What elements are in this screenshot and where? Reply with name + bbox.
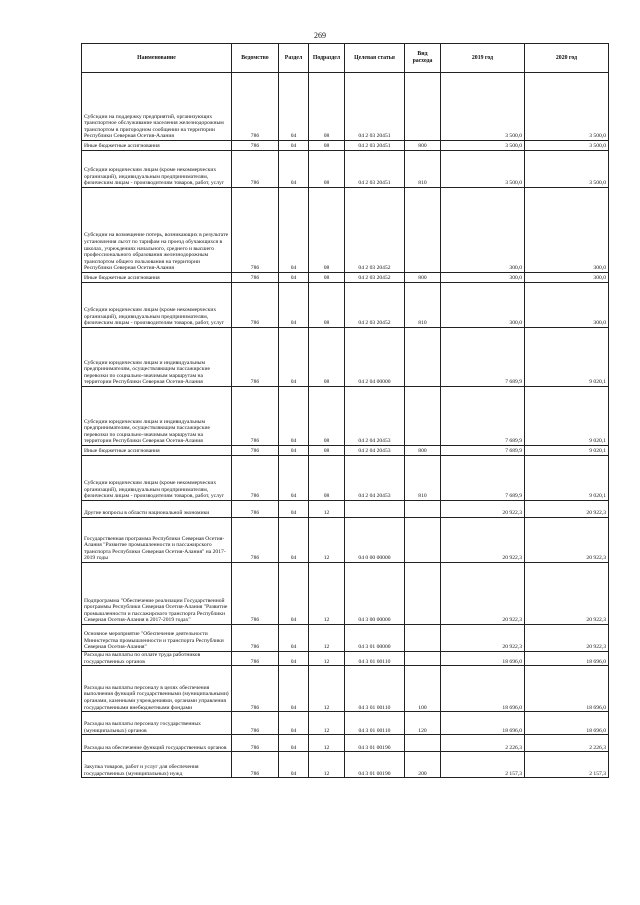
cell-statya: 04 0 00 00000 (345, 518, 405, 563)
cell-podrazdel: 12 (309, 652, 345, 666)
table-row (82, 712, 609, 735)
cell-podrazdel: 08 (309, 141, 345, 151)
cell-vid: 120 (405, 712, 441, 735)
table-row (82, 446, 609, 456)
cell-podrazdel: 08 (309, 456, 345, 501)
cell-vid: 810 (405, 456, 441, 501)
cell-razdel: 04 (279, 73, 309, 141)
cell-statya: 04 3 00 00000 (345, 563, 405, 625)
cell-2020: 18 696,0 (525, 666, 609, 712)
cell-razdel: 04 (279, 752, 309, 778)
cell-statya: 04 2 03 20451 (345, 151, 405, 188)
cell-name: Основное мероприятие "Обеспечение деятельности Министерства промышленности и транспорта Республики Северная Осетия-Алания" (82, 625, 232, 652)
cell-2020: 300,0 (525, 283, 609, 328)
cell-vedomstvo: 786 (232, 328, 279, 387)
cell-razdel: 04 (279, 273, 309, 283)
cell-name: Государственная программа Республики Северная Осетия-Алания "Развитие промышленности и пассажирского транспорта Республики Северная Осетия-Алания" на 2017-2019 годы (82, 518, 232, 563)
cell-name: Закупка товаров, работ и услуг для обеспечения государственных (муниципальных) нужд (82, 752, 232, 778)
cell-podrazdel: 12 (309, 712, 345, 735)
cell-vedomstvo: 786 (232, 456, 279, 501)
cell-statya: 04 2 04 20453 (345, 456, 405, 501)
cell-vid: 800 (405, 446, 441, 456)
cell-razdel: 04 (279, 188, 309, 273)
cell-2019: 20 922,3 (441, 518, 525, 563)
cell-razdel: 04 (279, 712, 309, 735)
cell-vid (405, 188, 441, 273)
cell-2019: 18 696,0 (441, 652, 525, 666)
cell-2020: 300,0 (525, 188, 609, 273)
cell-razdel: 04 (279, 666, 309, 712)
cell-2019: 20 922,3 (441, 563, 525, 625)
cell-podrazdel: 08 (309, 273, 345, 283)
cell-podrazdel: 08 (309, 151, 345, 188)
cell-2020: 20 922,3 (525, 563, 609, 625)
col-header-vid: Вид расхода (405, 44, 441, 73)
cell-podrazdel: 12 (309, 735, 345, 752)
cell-2020: 20 922,3 (525, 625, 609, 652)
cell-2020: 2 157,3 (525, 752, 609, 778)
cell-statya (345, 501, 405, 518)
cell-razdel: 04 (279, 283, 309, 328)
cell-podrazdel: 12 (309, 666, 345, 712)
cell-2019: 300,0 (441, 273, 525, 283)
cell-name: Субсидии юридическим лицам и индивидуальным предпринимателям, осуществляющим пассажирские перевозки по социально-значимым маршрутам на территории Республики Северная Осетия-Алания (82, 387, 232, 446)
cell-razdel: 04 (279, 328, 309, 387)
cell-vedomstvo: 786 (232, 712, 279, 735)
cell-vedomstvo: 786 (232, 501, 279, 518)
cell-2020: 20 922,3 (525, 518, 609, 563)
cell-razdel: 04 (279, 518, 309, 563)
cell-vid (405, 652, 441, 666)
cell-podrazdel: 08 (309, 328, 345, 387)
cell-vid: 810 (405, 283, 441, 328)
cell-vid: 100 (405, 666, 441, 712)
cell-2020: 9 020,1 (525, 456, 609, 501)
cell-name: Подпрограмма "Обеспечение реализации Государственной программы Республики Северная Осетия-Алания "Развитие промышленности и пассажирского транспорта Республики Северная Осетия-Алания в 2017-2019 годах" (82, 563, 232, 625)
col-header-podrazdel: Подраздел (309, 44, 345, 73)
cell-podrazdel: 12 (309, 501, 345, 518)
cell-2019: 7 689,9 (441, 387, 525, 446)
cell-name: Расходы на выплаты по оплате труда работников государственных органов (82, 652, 232, 666)
cell-podrazdel: 08 (309, 188, 345, 273)
cell-2019: 20 922,3 (441, 625, 525, 652)
cell-vid (405, 73, 441, 141)
cell-vedomstvo: 786 (232, 625, 279, 652)
cell-vedomstvo: 786 (232, 273, 279, 283)
cell-podrazdel: 12 (309, 518, 345, 563)
cell-name: Иные бюджетные ассигнования (82, 273, 232, 283)
table-row (82, 501, 609, 518)
cell-vid: 800 (405, 141, 441, 151)
cell-2019: 2 226,3 (441, 735, 525, 752)
table-row (82, 735, 609, 752)
cell-statya: 04 2 03 20451 (345, 141, 405, 151)
cell-statya: 04 3 01 00110 (345, 666, 405, 712)
table-row (82, 328, 609, 387)
cell-name: Субсидии юридическим лицам (кроме некоммерческих организаций), индивидуальным предпринимателям, физическим лицам - производителям товаров, работ, услуг (82, 283, 232, 328)
table-row (82, 188, 609, 273)
cell-vid (405, 735, 441, 752)
page-number: 269 (314, 31, 326, 40)
col-header-statya: Целевая статья (345, 44, 405, 73)
table-row (82, 456, 609, 501)
table-row (82, 666, 609, 712)
cell-vid: 800 (405, 273, 441, 283)
table-row (82, 387, 609, 446)
cell-2020: 9 020,1 (525, 387, 609, 446)
col-header-2019: 2019 год (441, 44, 525, 73)
cell-vedomstvo: 786 (232, 563, 279, 625)
col-header-2020: 2020 год (525, 44, 609, 73)
cell-vedomstvo: 786 (232, 735, 279, 752)
cell-razdel: 04 (279, 735, 309, 752)
cell-2020: 18 696,0 (525, 652, 609, 666)
cell-razdel: 04 (279, 141, 309, 151)
cell-podrazdel: 12 (309, 752, 345, 778)
cell-2020: 3 500,0 (525, 151, 609, 188)
cell-vedomstvo: 786 (232, 387, 279, 446)
cell-name: Расходы на выплаты персоналу государственных (муниципальных) органов (82, 712, 232, 735)
cell-2019: 3 500,0 (441, 141, 525, 151)
cell-vedomstvo: 786 (232, 652, 279, 666)
table-row (82, 283, 609, 328)
cell-2019: 3 500,0 (441, 151, 525, 188)
table-row (82, 563, 609, 625)
cell-vid (405, 518, 441, 563)
cell-2019: 7 689,9 (441, 446, 525, 456)
table-row (82, 625, 609, 652)
cell-razdel: 04 (279, 563, 309, 625)
cell-name: Субсидии на поддержку предприятий, организующих транспортное обслуживание населения железнодорожным транспортом в пригородном сообщении на территории Республики Северная Осетия-Алания (82, 73, 232, 141)
cell-vedomstvo: 786 (232, 518, 279, 563)
cell-vedomstvo: 786 (232, 73, 279, 141)
cell-vid (405, 328, 441, 387)
cell-razdel: 04 (279, 652, 309, 666)
cell-podrazdel: 08 (309, 73, 345, 141)
cell-vedomstvo: 786 (232, 141, 279, 151)
cell-vedomstvo: 786 (232, 188, 279, 273)
cell-vedomstvo: 786 (232, 752, 279, 778)
cell-statya: 04 3 01 00110 (345, 652, 405, 666)
cell-vedomstvo: 786 (232, 283, 279, 328)
cell-vid: 810 (405, 151, 441, 188)
cell-2019: 300,0 (441, 188, 525, 273)
cell-2019: 7 689,9 (441, 456, 525, 501)
col-header-vedomstvo: Ведомство (232, 44, 279, 73)
cell-vedomstvo: 786 (232, 666, 279, 712)
cell-name: Субсидии юридическим лицам и индивидуальным предпринимателям, осуществляющим пассажирские перевозки по социально-значимым маршрутам на территории Республики Северная Осетия-Алания (82, 328, 232, 387)
cell-vid (405, 501, 441, 518)
cell-vid (405, 387, 441, 446)
budget-table (81, 43, 609, 778)
cell-statya: 04 2 04 20453 (345, 387, 405, 446)
cell-name: Субсидии юридическим лицам (кроме некоммерческих организаций), индивидуальным предпринимателям, физическим лицам - производителям товаров, работ, услуг (82, 151, 232, 188)
cell-razdel: 04 (279, 501, 309, 518)
cell-vid: 200 (405, 752, 441, 778)
cell-2020: 9 020,1 (525, 328, 609, 387)
cell-podrazdel: 08 (309, 446, 345, 456)
cell-2020: 2 226,3 (525, 735, 609, 752)
cell-name: Расходы на обеспечение функций государственных органов (82, 735, 232, 752)
table-row (82, 518, 609, 563)
cell-podrazdel: 12 (309, 563, 345, 625)
cell-2019: 18 696,0 (441, 712, 525, 735)
cell-podrazdel: 08 (309, 283, 345, 328)
cell-2019: 2 157,3 (441, 752, 525, 778)
cell-name: Иные бюджетные ассигнования (82, 141, 232, 151)
cell-2019: 20 922,3 (441, 501, 525, 518)
cell-statya: 04 3 01 00190 (345, 752, 405, 778)
cell-vedomstvo: 786 (232, 151, 279, 188)
cell-vid (405, 625, 441, 652)
cell-razdel: 04 (279, 446, 309, 456)
cell-vedomstvo: 786 (232, 446, 279, 456)
table-row (82, 141, 609, 151)
cell-2020: 18 696,0 (525, 712, 609, 735)
cell-name: Расходы на выплаты персоналу в целях обеспечения выполнения функций государственными (муниципальными) органами, казенными учреждениями, органами управления государственными внебюджетными фондами (82, 666, 232, 712)
cell-podrazdel: 08 (309, 387, 345, 446)
cell-2019: 7 689,9 (441, 328, 525, 387)
table-row (82, 151, 609, 188)
col-header-razdel: Раздел (279, 44, 309, 73)
cell-2020: 20 922,3 (525, 501, 609, 518)
cell-2020: 9 020,1 (525, 446, 609, 456)
cell-vid (405, 563, 441, 625)
cell-name: Другие вопросы в области национальной экономики (82, 501, 232, 518)
table-row (82, 73, 609, 141)
col-header-name: Наименование (82, 44, 232, 73)
cell-razdel: 04 (279, 625, 309, 652)
cell-name: Иные бюджетные ассигнования (82, 446, 232, 456)
cell-statya: 04 2 04 20453 (345, 446, 405, 456)
cell-statya: 04 2 04 00000 (345, 328, 405, 387)
table-row (82, 752, 609, 778)
cell-podrazdel: 12 (309, 625, 345, 652)
table-row (82, 273, 609, 283)
cell-statya: 04 2 03 20452 (345, 273, 405, 283)
cell-statya: 04 3 01 00190 (345, 735, 405, 752)
cell-2019: 3 500,0 (441, 73, 525, 141)
cell-2019: 300,0 (441, 283, 525, 328)
cell-2020: 3 500,0 (525, 73, 609, 141)
cell-razdel: 04 (279, 456, 309, 501)
cell-razdel: 04 (279, 387, 309, 446)
header-row (82, 44, 609, 73)
cell-statya: 04 3 01 00110 (345, 712, 405, 735)
cell-statya: 04 2 03 20451 (345, 73, 405, 141)
table-row (82, 652, 609, 666)
cell-statya: 04 3 01 00000 (345, 625, 405, 652)
cell-razdel: 04 (279, 151, 309, 188)
cell-name: Субсидии юридическим лицам (кроме некоммерческих организаций), индивидуальным предпринимателям, физическим лицам - производителям товаров, работ, услуг (82, 456, 232, 501)
cell-statya: 04 2 03 20452 (345, 283, 405, 328)
cell-2019: 18 696,0 (441, 666, 525, 712)
cell-2020: 300,0 (525, 273, 609, 283)
cell-2020: 3 500,0 (525, 141, 609, 151)
cell-name: Субсидии на возмещение потерь, возникающих в результате установления льгот по тарифам на проезд обучающихся в школах, учреждениях начального, среднего и высшего профессионального образования железнодорожным транспортом общего пользования на территории Республики Северная Осетия-Алания (82, 188, 232, 273)
cell-statya: 04 2 03 20452 (345, 188, 405, 273)
